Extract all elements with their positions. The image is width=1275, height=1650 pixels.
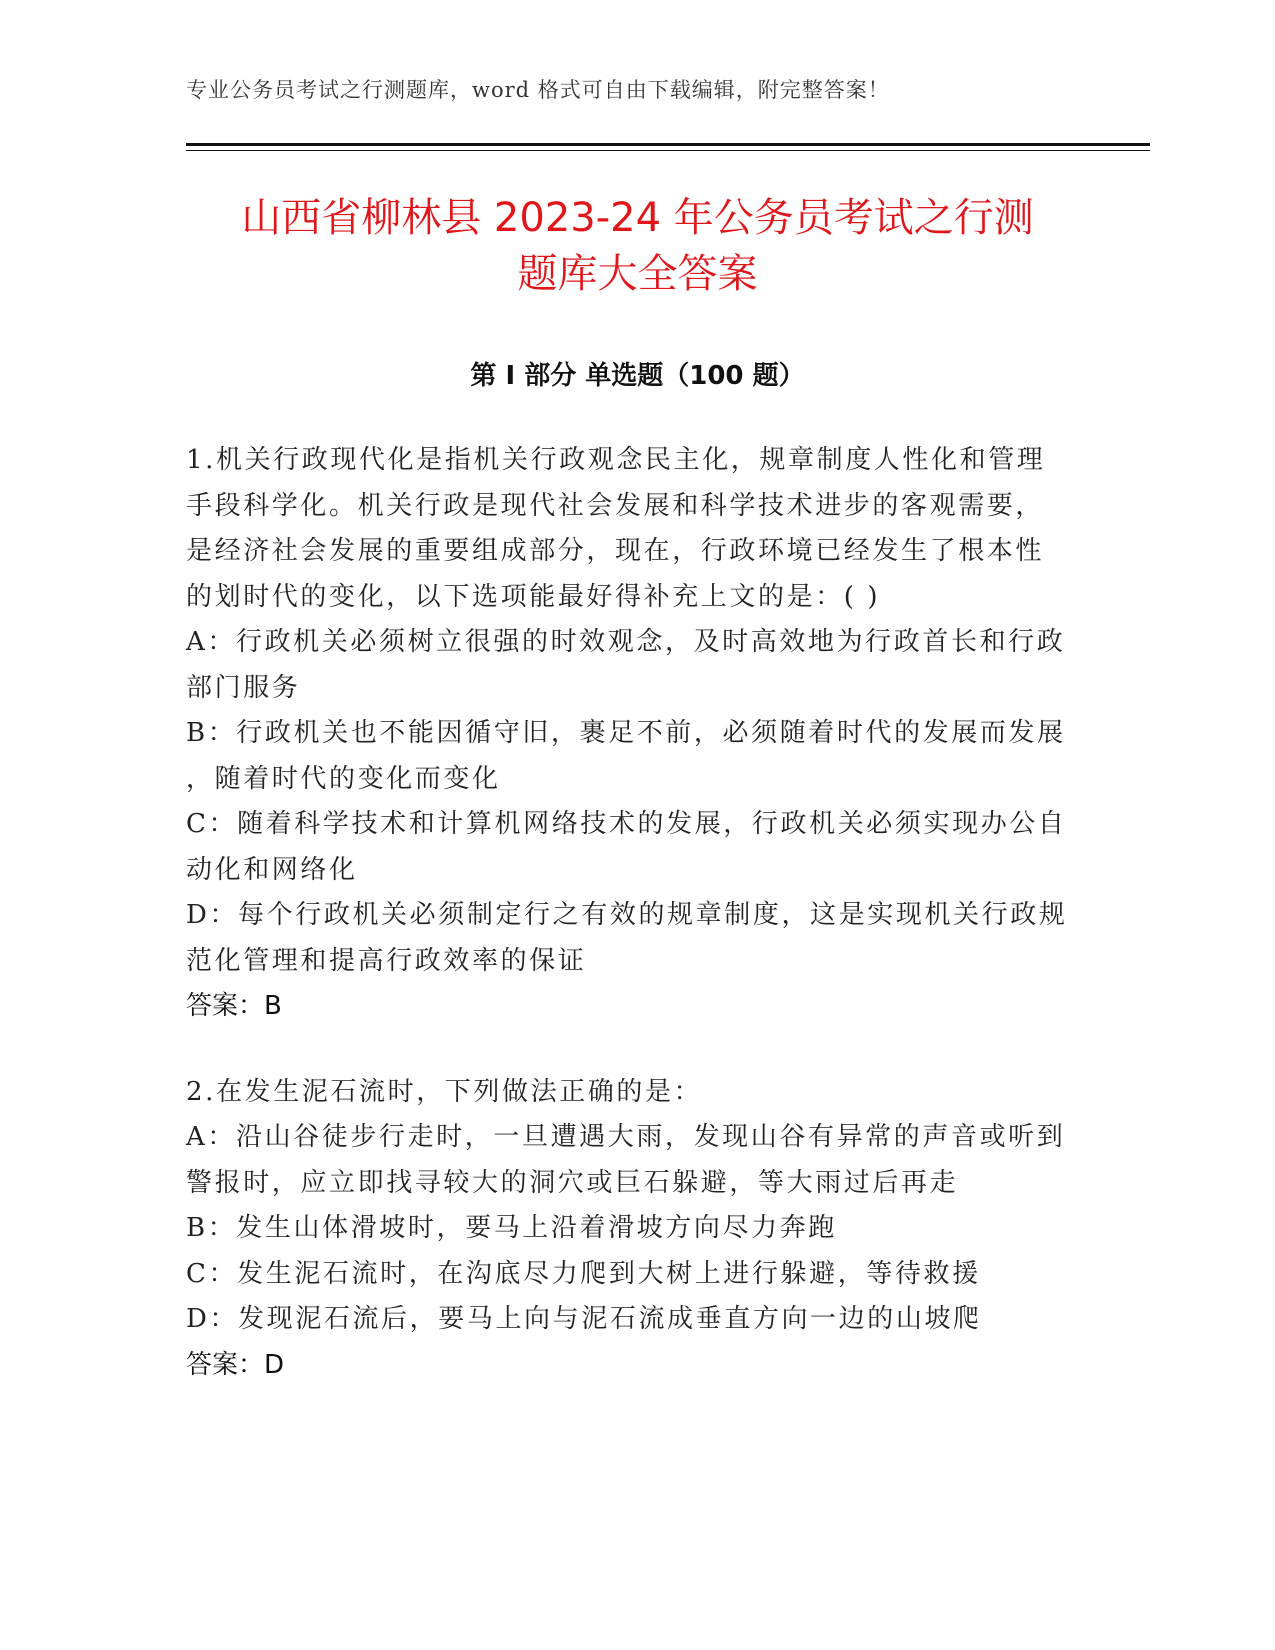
question-1-answer: 答案：B: [186, 991, 282, 1021]
header-rule-thick: [186, 143, 1150, 146]
question-1-option-b-cont: ，随着时代的变化而变化: [186, 763, 501, 794]
question-list: [186, 438, 1086, 1428]
question-1-option-a: A：行政机关必须树立很强的时效观念，及时高效地为行政首长和行政: [186, 627, 1066, 657]
question-1-stem-line: 1.机关行政现代化是指机关行政观念民主化，规章制度人性化和管理: [186, 445, 1046, 475]
question-1-option-c-cont: 动化和网络化: [186, 854, 358, 885]
question-1-stem-line: 是经济社会发展的重要组成部分，现在，行政环境已经发生了根本性: [186, 536, 1045, 566]
header-rule-thin: [186, 150, 1150, 151]
question-1-option-b: B：行政机关也不能因循守旧，裹足不前，必须随着时代的发展而发展: [186, 718, 1066, 748]
question-2-option-c: C：发生泥石流时，在沟底尽力爬到大树上进行躲避，等待救援: [186, 1258, 981, 1289]
question-1: [186, 438, 1086, 1030]
question-1-option-c: C：随着科学技术和计算机网络技术的发展，行政机关必须实现办公自: [186, 809, 1067, 839]
question-1-option-d-cont: 范化管理和提高行政效率的保证: [186, 945, 587, 976]
question-2-stem-line: 2.在发生泥石流时，下列做法正确的是：: [186, 1076, 703, 1107]
question-1-option-a-cont: 部门服务: [186, 672, 301, 703]
question-2-option-a: A：沿山谷徒步行走时，一旦遭遇大雨，发现山谷有异常的声音或听到: [186, 1122, 1066, 1152]
section-heading: 第 I 部分 单选题（100 题）: [470, 361, 805, 391]
header-note: 专业公务员考试之行测题库，word 格式可自由下载编辑，附完整答案！: [186, 78, 890, 102]
document-title-line-2: 题库大全答案: [517, 251, 758, 297]
question-1-option-d: D：每个行政机关必须制定行之有效的规章制度，这是实现机关行政规: [186, 900, 1068, 930]
question-1-stem-line: 的划时代的变化，以下选项能最好得补充上文的是：( ): [186, 581, 881, 612]
question-2-option-a-cont: 警报时，应立即找寻较大的洞穴或巨石躲避，等大雨过后再走: [186, 1167, 959, 1198]
question-2-answer: 答案：D: [186, 1349, 285, 1380]
document-title: [150, 190, 1125, 302]
question-2: [186, 1070, 1086, 1389]
question-2-option-d: D：发现泥石流后，要马上向与泥石流成垂直方向一边的山坡爬: [186, 1304, 982, 1334]
document-title-line-1: 山西省柳林县 2023-24 年公务员考试之行测: [241, 195, 1034, 241]
question-1-stem-line: 手段科学化。机关行政是现代社会发展和科学技术进步的客观需要，: [186, 490, 1045, 521]
question-2-option-b: B：发生山体滑坡时，要马上沿着滑坡方向尽力奔跑: [186, 1213, 837, 1243]
